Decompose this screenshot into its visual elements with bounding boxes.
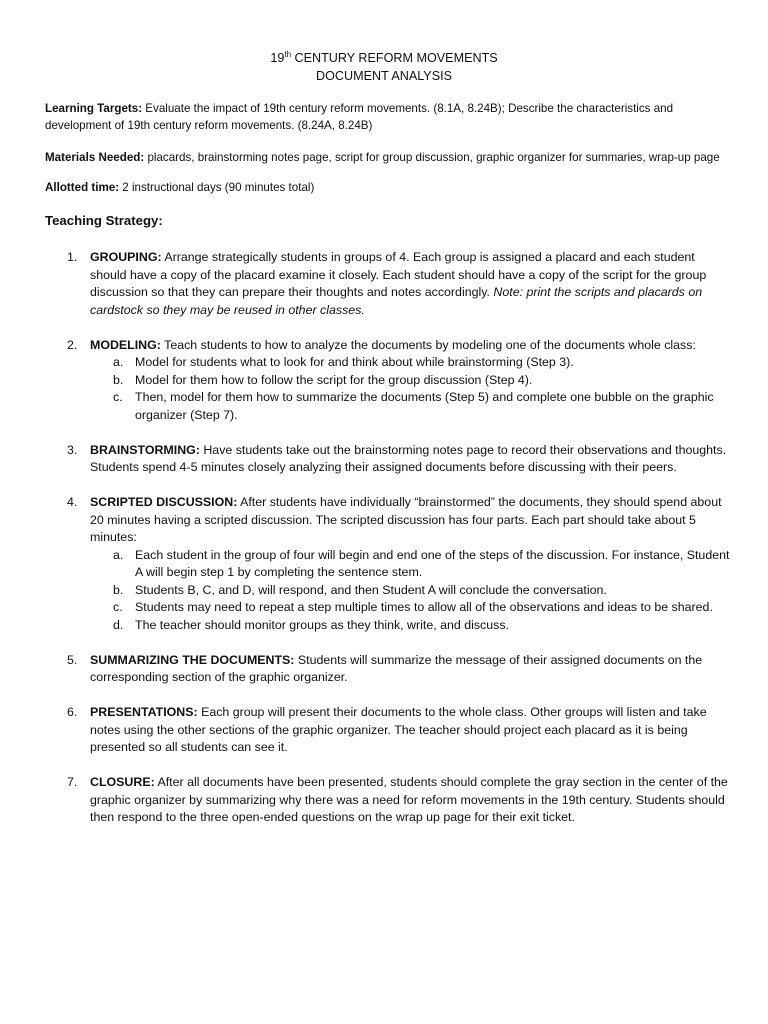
step-lead: PRESENTATIONS: — [90, 705, 198, 719]
materials-needed — [45, 150, 735, 167]
step-brainstorming — [0, 442, 730, 477]
sub-item — [90, 617, 730, 635]
sub-item — [90, 599, 730, 617]
document-title — [0, 49, 768, 85]
step-number: 2. — [67, 337, 78, 352]
step-lead: GROUPING: — [90, 250, 162, 264]
materials-text: placards, brainstorming notes page, script for group discussion, graphic organizer for summaries, wrap-up page — [144, 151, 720, 164]
step-number: 6. — [67, 705, 78, 719]
sub-text: Then, model for them how to summarize the documents (Step 5) and complete one bubble on the graphic organizer (Step 7). — [135, 390, 714, 422]
step-lead: MODELING: — [90, 337, 161, 352]
step-text: Teach students to how to analyze the documents by modeling one of the documents whole class: — [160, 337, 696, 352]
sub-item — [90, 354, 730, 372]
step-text: Arrange strategically students in groups of 4. Each group is assigned a placard and each student should have a copy of the placard examine it closely. Each student should have a copy of the script for the group discussion so that they can prepare their thoughts and notes accordingly. — [90, 250, 707, 299]
sub-item — [90, 547, 730, 582]
step-number: 7. — [67, 775, 78, 789]
sub-letter: a. — [113, 355, 124, 369]
sub-text: Model for them how to follow the script for the group discussion (Step 4). — [135, 372, 533, 387]
sub-letter: c. — [113, 390, 123, 404]
step-number: 4. — [67, 495, 78, 509]
sub-item — [90, 389, 730, 424]
step-scripted-discussion — [0, 494, 730, 634]
sub-text: Students B, C, and D, will respond, and then Student A will conclude the conversation. — [135, 582, 607, 597]
sub-item — [90, 582, 730, 600]
step-lead: SUMMARIZING THE DOCUMENTS: — [90, 652, 295, 667]
sub-letter: c. — [113, 600, 123, 614]
learning-targets — [45, 101, 735, 134]
sub-item — [90, 372, 730, 390]
step-text: Have students take out the brainstorming notes page to record their observations and thoughts. Students spend 4-5 minutes closely analyzing their assigned documents before discussing with their peers. — [90, 442, 727, 474]
sub-text: Each student in the group of four will begin and end one of the steps of the discussion. For instance, Student A will begin step 1 by completing the sentence stem. — [135, 547, 730, 579]
step-number: 1. — [67, 250, 78, 264]
allotted-time — [45, 180, 735, 197]
step-text: After all documents have been presented, students should complete the gray section in the center of the graphic organizer by summarizing why there was a need for reform movements in the 19th century. Students should then respond to the three open-ended questions on the wrap up page for their exit ticket. — [90, 775, 728, 824]
allotted-label: Allotted time: — [45, 181, 120, 194]
step-modeling — [0, 337, 730, 425]
sub-letter: d. — [113, 617, 124, 632]
sub-letter: b. — [113, 372, 124, 387]
title-line-1: 19th CENTURY REFORM MOVEMENTS — [270, 50, 498, 65]
step-number: 3. — [67, 442, 78, 457]
sub-letter: a. — [113, 547, 124, 562]
step-note: Note: print the scripts and placards on cardstock so they may be reused in other classes. — [90, 285, 703, 317]
step-text: After students have individually “brainstormed” the documents, they should spend about 20 minutes having a scripted discussion. The scripted discussion has four parts. Each part should take about 5 minutes: — [90, 495, 722, 544]
strategy-steps — [0, 249, 768, 844]
sub-text: The teacher should monitor groups as they think, write, and discuss. — [135, 617, 509, 632]
learning-targets-label: Learning Targets: — [45, 102, 143, 115]
sub-list — [90, 354, 730, 424]
sub-text: Model for students what to look for and think about while brainstorming (Step 3). — [135, 355, 574, 369]
step-lead: SCRIPTED DISCUSSION: — [90, 495, 238, 509]
step-number: 5. — [67, 652, 78, 667]
step-text: Each group will present their documents to the whole class. Other groups will listen and take notes using the other sections of the graphic organizer. The teacher should project each placard as it is being presented so all students can see it. — [90, 705, 707, 754]
sub-text: Students may need to repeat a step multiple times to allow all of the observations and ideas to be shared. — [135, 600, 713, 614]
step-text: Students will summarize the message of their assigned documents on the corresponding section of the graphic organizer. — [90, 652, 703, 684]
sub-list — [90, 547, 730, 635]
teaching-strategy-heading: Teaching Strategy: — [45, 213, 163, 228]
step-closure — [0, 774, 730, 827]
step-lead: BRAINSTORMING: — [90, 442, 200, 457]
step-presentations — [0, 704, 730, 757]
title-line-2: DOCUMENT ANALYSIS — [316, 69, 452, 83]
materials-label: Materials Needed: — [45, 151, 145, 164]
sub-letter: b. — [113, 582, 124, 597]
allotted-text: 2 instructional days (90 minutes total) — [119, 181, 315, 194]
learning-targets-text: Evaluate the impact of 19th century reform movements. (8.1A, 8.24B); Describe the characteristics and development of 19th century reform movements. (8.24A, 8.24B) — [45, 102, 674, 132]
step-grouping — [0, 249, 730, 319]
step-lead: CLOSURE: — [90, 775, 155, 789]
step-summarizing — [0, 652, 730, 687]
